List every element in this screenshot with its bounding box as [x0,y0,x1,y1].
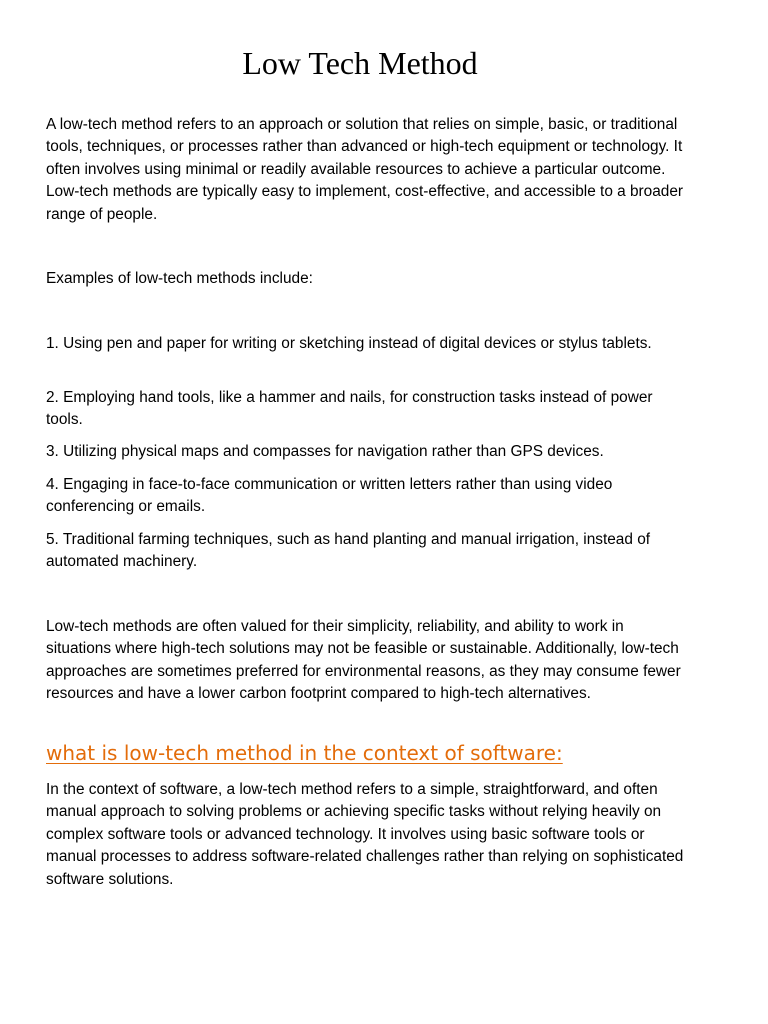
example-item-3: 3. Utilizing physical maps and compasses for navigation rather than GPS devices. [46,443,604,460]
document-title: Low Tech Method [242,45,478,81]
example-item-4: 4. Engaging in face-to-face communication or written letters rather than using video conferencing or emails. [46,476,613,516]
software-section-heading: what is low-tech method in the context of software: [46,741,563,765]
summary-paragraph: Low-tech methods are often valued for their simplicity, reliability, and ability to work in situations where high-tech solutions may not be feasible or sustainable. Additionally, low-tech approaches are sometimes preferred for environmental reasons, as they may consume fewer resources and have a lower carbon footprint compared to high-tech alternatives. [46,618,681,703]
software-paragraph: In the context of software, a low-tech method refers to a simple, straightforward, and often manual approach to solving problems or achieving specific tasks without relying heavily on complex software tools or advanced technology. It involves using basic software tools or manual processes to address software-related challenges rather than relying on sophisticated software solutions. [46,781,684,888]
intro-paragraph: A low-tech method refers to an approach or solution that relies on simple, basic, or traditional tools, techniques, or processes rather than advanced or high-tech equipment or technology. It often involves using minimal or readily available resources to achieve a particular outcome. Low-tech methods are typically easy to implement, cost-effective, and accessible to a broader range of people. [46,116,684,223]
example-item-1: 1. Using pen and paper for writing or sketching instead of digital devices or stylus tablets. [46,335,652,352]
example-item-5: 5. Traditional farming techniques, such as hand planting and manual irrigation, instead of automated machinery. [46,531,651,571]
examples-intro: Examples of low-tech methods include: [46,270,313,287]
example-item-2: 2. Employing hand tools, like a hammer and nails, for construction tasks instead of power tools. [46,389,653,429]
